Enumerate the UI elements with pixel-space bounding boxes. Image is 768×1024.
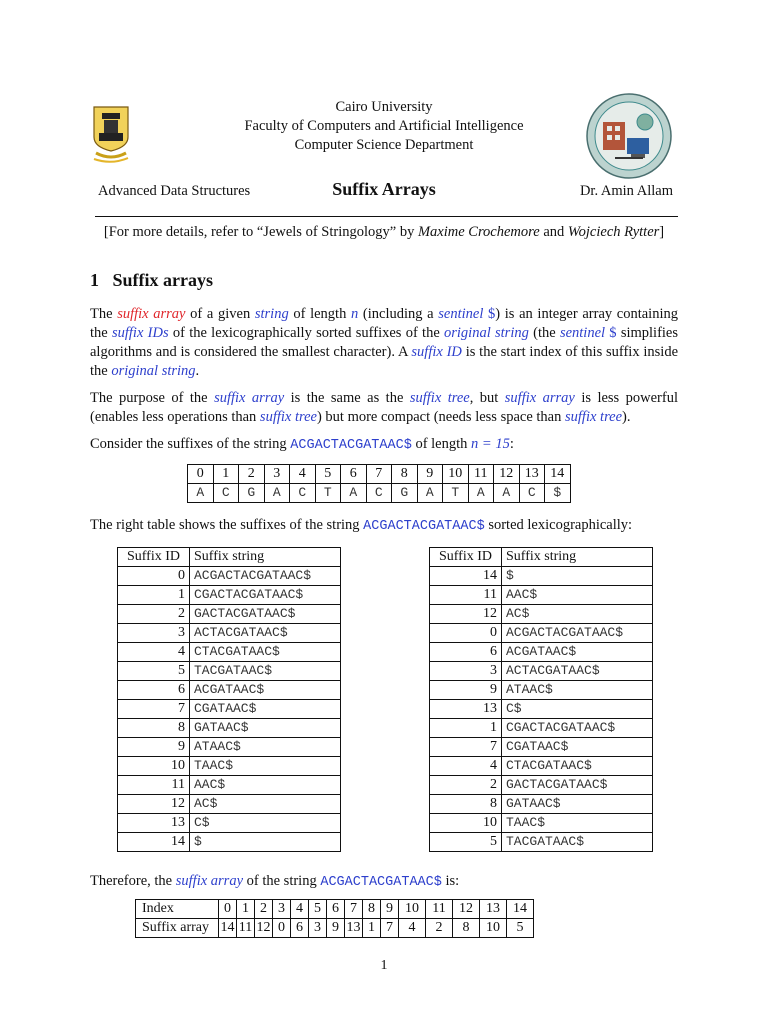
- table-row: [118, 795, 341, 814]
- author-name: Dr. Amin Allam: [579, 183, 673, 199]
- suffix-id-cell: 7: [118, 700, 190, 719]
- sa-index-cell: 6: [327, 900, 345, 919]
- reference-note: [0, 224, 768, 241]
- table-row: [430, 681, 653, 700]
- char-cell: G: [239, 484, 265, 503]
- sa-value-cell: 12: [255, 919, 273, 938]
- suffix-string-cell: ATAAC$: [190, 738, 341, 757]
- char-cell: C: [519, 484, 545, 503]
- sa-index-cell: 2: [255, 900, 273, 919]
- keyword-suffix-array: suffix array: [175, 873, 244, 889]
- suffix-string-cell: GACTACGATAAC$: [190, 605, 341, 624]
- suffix-array-index-row: [136, 900, 534, 919]
- sa-index-cell: 11: [426, 900, 453, 919]
- suffix-id-cell: 3: [430, 662, 502, 681]
- suffix-string-cell: CGATAAC$: [502, 738, 653, 757]
- sa-value-cell: 2: [426, 919, 453, 938]
- suffix-string-cell: $: [502, 567, 653, 586]
- suffix-string-cell: CTACGATAAC$: [190, 643, 341, 662]
- page-number: 1: [380, 958, 388, 973]
- index-cell: 10: [443, 465, 469, 484]
- index-cell: 1: [213, 465, 239, 484]
- example-string: ACGACTACGATAAC$: [320, 875, 442, 890]
- section-heading: [90, 270, 213, 291]
- department-name: Computer Science Department: [294, 137, 474, 153]
- table-row: [430, 605, 653, 624]
- suffix-id-cell: 8: [118, 719, 190, 738]
- suffix-string-cell: GACTACGATAAC$: [502, 776, 653, 795]
- table-row: [118, 719, 341, 738]
- string-index-table: [187, 464, 571, 503]
- sa-value-cell: 14: [219, 919, 237, 938]
- table-row: [430, 586, 653, 605]
- table-header-row: [118, 548, 341, 567]
- char-cell: A: [468, 484, 494, 503]
- char-cell: C: [213, 484, 239, 503]
- char-cell: C: [366, 484, 392, 503]
- suffix-id-cell: 11: [118, 776, 190, 795]
- sa-index-cell: 3: [273, 900, 291, 919]
- document-title: Suffix Arrays: [332, 179, 436, 199]
- suffix-string-cell: ATAAC$: [502, 681, 653, 700]
- suffix-string-cell: $: [190, 833, 341, 852]
- table-row: [118, 833, 341, 852]
- example-string: ACGACTACGATAAC$: [290, 438, 412, 453]
- suffix-id-cell: 6: [430, 643, 502, 662]
- keyword-suffix-array: suffix array: [214, 390, 285, 406]
- sa-index-cell: 5: [309, 900, 327, 919]
- index-cell: 8: [392, 465, 418, 484]
- sa-index-cell: 9: [381, 900, 399, 919]
- sa-value-cell: 8: [453, 919, 480, 938]
- keyword-suffix-id: suffix ID: [411, 344, 462, 360]
- sa-value-cell: 3: [309, 919, 327, 938]
- suffix-id-cell: 3: [118, 624, 190, 643]
- reference-author-2: Wojciech Rytter: [567, 224, 660, 240]
- suffix-id-cell: 10: [430, 814, 502, 833]
- suffix-id-cell: 12: [430, 605, 502, 624]
- sa-index-cell: 13: [480, 900, 507, 919]
- table-row: [430, 833, 653, 852]
- table-row: [430, 567, 653, 586]
- suffix-id-cell: 0: [118, 567, 190, 586]
- suffix-id-cell: 8: [430, 795, 502, 814]
- suffix-id-cell: 7: [430, 738, 502, 757]
- sa-index-cell: 7: [345, 900, 363, 919]
- suffix-id-cell: 13: [430, 700, 502, 719]
- keyword-suffix-ids: suffix IDs: [111, 325, 169, 341]
- reference-and: and: [539, 224, 568, 240]
- index-cell: 9: [417, 465, 443, 484]
- section-title: Suffix arrays: [112, 270, 213, 290]
- keyword-suffix-array: suffix array: [117, 306, 186, 322]
- header-suffix-id: Suffix ID: [430, 548, 502, 567]
- suffix-string-cell: C$: [190, 814, 341, 833]
- suffix-id-cell: 4: [118, 643, 190, 662]
- suffix-id-cell: 14: [430, 567, 502, 586]
- length-equation: n = 15: [471, 436, 510, 452]
- char-cell: $: [545, 484, 571, 503]
- keyword-sentinel: sentinel: [559, 325, 606, 341]
- suffix-string-cell: CGACTACGATAAC$: [502, 719, 653, 738]
- char-cell: A: [417, 484, 443, 503]
- reference-author-1: Maxime Crochemore: [417, 224, 540, 240]
- table-row: [118, 567, 341, 586]
- paragraph-definition: The suffix array of a given string of length n (including a sentinel $) is an integer array containing the suffix IDs of the lexicographically sorted suffixes of the original string (the sentinel $ simplifies algorithms and is considered the smallest character). A suffix ID is the start index of this suffix inside the original string.: [90, 306, 679, 379]
- index-cell: 7: [366, 465, 392, 484]
- suffix-id-cell: 6: [118, 681, 190, 700]
- suffix-string-cell: CGACTACGATAAC$: [190, 586, 341, 605]
- keyword-string: string: [254, 306, 289, 322]
- index-cell: 11: [468, 465, 494, 484]
- paragraph-consider: Consider the suffixes of the string ACGACTACGATAAC$ of length n = 15:: [90, 436, 514, 453]
- suffix-id-cell: 0: [430, 624, 502, 643]
- table-row: [430, 662, 653, 681]
- suffix-string-cell: GATAAC$: [190, 719, 341, 738]
- course-name: Advanced Data Structures: [98, 183, 251, 199]
- keyword-suffix-tree: suffix tree: [565, 409, 623, 425]
- keyword-suffix-tree: suffix tree: [259, 409, 317, 425]
- index-cell: 0: [188, 465, 214, 484]
- suffix-id-cell: 5: [430, 833, 502, 852]
- index-cell: 13: [519, 465, 545, 484]
- keyword-original-string: original string: [111, 363, 196, 379]
- suffix-id-cell: 2: [430, 776, 502, 795]
- suffix-string-cell: AC$: [502, 605, 653, 624]
- table-row: [430, 795, 653, 814]
- index-cell: 6: [341, 465, 367, 484]
- char-cell: A: [494, 484, 520, 503]
- table-row: [118, 700, 341, 719]
- sa-value-cell: 13: [345, 919, 363, 938]
- sa-value-cell: 4: [399, 919, 426, 938]
- university-name: Cairo University: [335, 99, 433, 115]
- suffix-string-cell: GATAAC$: [502, 795, 653, 814]
- faculty-name: Faculty of Computers and Artificial Intelligence: [244, 118, 524, 134]
- index-cell: 2: [239, 465, 265, 484]
- suffix-id-cell: 13: [118, 814, 190, 833]
- suffix-id-cell: 2: [118, 605, 190, 624]
- suffix-string-cell: AAC$: [190, 776, 341, 795]
- sa-value-cell: 9: [327, 919, 345, 938]
- sa-value-cell: 7: [381, 919, 399, 938]
- char-cell: A: [341, 484, 367, 503]
- sa-value-cell: 0: [273, 919, 291, 938]
- table-row: [118, 757, 341, 776]
- header-rule: [95, 216, 678, 217]
- table-row: [430, 624, 653, 643]
- sa-value-cell: 1: [363, 919, 381, 938]
- suffix-string-cell: ACGACTACGATAAC$: [190, 567, 341, 586]
- table-row: [118, 776, 341, 795]
- char-cell: A: [264, 484, 290, 503]
- reference-close: ]: [659, 224, 665, 240]
- suffix-id-cell: 11: [430, 586, 502, 605]
- variable-n: n: [351, 306, 359, 322]
- sa-index-cell: 0: [219, 900, 237, 919]
- section-number: 1: [90, 270, 99, 290]
- table-row: [118, 624, 341, 643]
- suffix-id-cell: 1: [430, 719, 502, 738]
- suffix-string-cell: ACTACGATAAC$: [190, 624, 341, 643]
- table-row: [118, 605, 341, 624]
- suffix-array-label: Suffix array: [136, 919, 219, 938]
- sa-value-cell: 10: [480, 919, 507, 938]
- suffix-id-cell: 9: [118, 738, 190, 757]
- reference-text: [For more details, refer to “Jewels of Stringology” by: [103, 224, 418, 240]
- sa-value-cell: 5: [507, 919, 534, 938]
- keyword-suffix-array: suffix array: [504, 390, 575, 406]
- table-row: [118, 586, 341, 605]
- header-suffix-id: Suffix ID: [118, 548, 190, 567]
- suffix-string-cell: C$: [502, 700, 653, 719]
- table-row: [118, 662, 341, 681]
- sa-value-cell: 6: [291, 919, 309, 938]
- suffix-string-cell: AAC$: [502, 586, 653, 605]
- suffix-array-table: [135, 899, 534, 938]
- suffix-id-cell: 12: [118, 795, 190, 814]
- table-row: [430, 776, 653, 795]
- paragraph-sorted: The right table shows the suffixes of the string ACGACTACGATAAC$ sorted lexicographically:: [90, 517, 633, 534]
- table-row: [430, 738, 653, 757]
- suffix-string-cell: ACGATAAC$: [190, 681, 341, 700]
- index-cell: 5: [315, 465, 341, 484]
- char-cell: C: [290, 484, 316, 503]
- index-label: Index: [136, 900, 219, 919]
- suffix-string-cell: TACGATAAC$: [190, 662, 341, 681]
- suffix-string-cell: CTACGATAAC$: [502, 757, 653, 776]
- index-cell: 4: [290, 465, 316, 484]
- table-row: [430, 814, 653, 833]
- sa-index-cell: 14: [507, 900, 534, 919]
- paragraph-purpose: The purpose of the suffix array is the same as the suffix tree, but suffix array is less powerful (enables less operations than suffix tree) but more compact (needs less space than suffix tree).: [90, 390, 678, 425]
- paragraph-therefore: Therefore, the suffix array of the string ACGACTACGATAAC$ is:: [90, 873, 460, 890]
- char-row: [188, 484, 571, 503]
- sa-value-cell: 11: [237, 919, 255, 938]
- suffix-string-cell: CGATAAC$: [190, 700, 341, 719]
- suffix-string-cell: TAAC$: [190, 757, 341, 776]
- index-cell: 12: [494, 465, 520, 484]
- suffix-id-cell: 9: [430, 681, 502, 700]
- suffix-string-cell: ACGATAAC$: [502, 643, 653, 662]
- suffix-string-cell: AC$: [190, 795, 341, 814]
- suffixes-sorted-table: [429, 547, 653, 852]
- suffix-array-value-row: [136, 919, 534, 938]
- keyword-suffix-tree: suffix tree: [409, 390, 470, 406]
- table-row: [118, 681, 341, 700]
- sa-index-cell: 8: [363, 900, 381, 919]
- keyword-sentinel: sentinel: [438, 306, 484, 322]
- suffix-id-cell: 1: [118, 586, 190, 605]
- sa-index-cell: 1: [237, 900, 255, 919]
- char-cell: G: [392, 484, 418, 503]
- suffix-string-cell: ACTACGATAAC$: [502, 662, 653, 681]
- faculty-seal-logo: [585, 92, 673, 180]
- keyword-original-string: original string: [444, 325, 529, 341]
- suffix-string-cell: TAAC$: [502, 814, 653, 833]
- suffix-string-cell: TACGATAAC$: [502, 833, 653, 852]
- index-cell: 14: [545, 465, 571, 484]
- table-row: [430, 757, 653, 776]
- index-row: [188, 465, 571, 484]
- suffix-id-cell: 10: [118, 757, 190, 776]
- table-row: [430, 700, 653, 719]
- suffixes-unsorted-table: [117, 547, 341, 852]
- char-cell: T: [443, 484, 469, 503]
- example-string: ACGACTACGATAAC$: [363, 519, 485, 534]
- char-cell: A: [188, 484, 214, 503]
- suffix-string-cell: ACGACTACGATAAC$: [502, 624, 653, 643]
- table-header-row: [430, 548, 653, 567]
- table-row: [118, 814, 341, 833]
- header-suffix-string: Suffix string: [502, 548, 653, 567]
- suffix-id-cell: 5: [118, 662, 190, 681]
- sa-index-cell: 12: [453, 900, 480, 919]
- table-row: [118, 643, 341, 662]
- suffix-id-cell: 14: [118, 833, 190, 852]
- header-suffix-string: Suffix string: [190, 548, 341, 567]
- table-row: [430, 719, 653, 738]
- char-cell: T: [315, 484, 341, 503]
- sa-index-cell: 10: [399, 900, 426, 919]
- suffix-id-cell: 4: [430, 757, 502, 776]
- sa-index-cell: 4: [291, 900, 309, 919]
- index-cell: 3: [264, 465, 290, 484]
- table-row: [118, 738, 341, 757]
- table-row: [430, 643, 653, 662]
